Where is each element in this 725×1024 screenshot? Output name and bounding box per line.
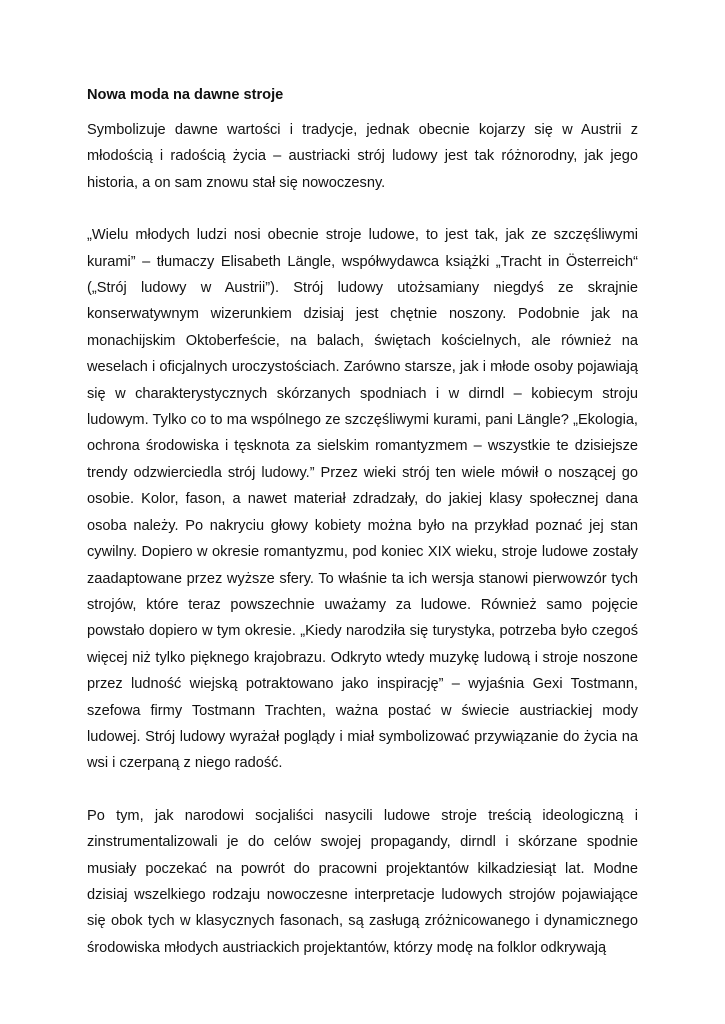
paragraph-history: „Wielu młodych ludzi nosi obecnie stroje ludowe, to jest tak, jak ze szczęśliwymi kurami” – tłumaczy Elisabeth Längle, współwydawca książki „Tracht in Österreich“ („Strój ludowy w Austrii”). Strój ludowy utożsamiany niegdyś ze skrajnie konserwatywnym wizerunkiem dzisiaj jest chętnie noszony. Podobnie jak na monachijskim Oktoberfeście, na balach, świętach kościelnych, ale również na weselach i oficjalnych uroczystościach. Zarówno starsze, jak i młode osoby pojawiają się w charakterystycznych skórzanych spodniach i w dirndl – kobiecym stroju ludowym. Tylko co to ma wspólnego ze szczęśliwymi kurami, pani Längle? „Ekologia, ochrona środowiska i tęsknota za sielskim romantyzmem – wszystkie te dzisiejsze trendy odzwierciedla strój ludowy.” Przez wieki strój ten wiele mówił o noszącej go osobie. Kolor, fason, a nawet materiał zdradzały, do jakiej klasy społecznej dana osoba należy. Po nakryciu głowy kobiety można było na przykład poznać jej stan cywilny. Dopiero w okresie romantyzmu, pod koniec XIX wieku, stroje ludowe zostały zaadaptowane przez wyższe sfery. To właśnie ta ich wersja stanowi pierwowzór tych strojów, które teraz powszechnie uważamy za ludowe. Również samo pojęcie powstało dopiero w tym okresie. „Kiedy narodziła się turystyka, potrzeba było czegoś więcej niż tylko pięknego krajobrazu. Odkryto wtedy muzykę ludową i stroje noszone przez ludność wiejską potraktowano jako inspirację” – wyjaśnia Gexi Tostmann, szefowa firmy Tostmann Trachten, ważna postać w świecie austriackiej mody ludowej. Strój ludowy wyrażał poglądy i miał symbolizować przywiązanie do życia na wsi i czerpaną z niego radość. <box>87 227 638 772</box>
document-title: Nowa moda na dawne stroje <box>87 87 284 103</box>
paragraph-intro: Symbolizuje dawne wartości i tradycje, jednak obecnie kojarzy się w Austrii z młodością i radością życia – austriacki strój ludowy jest tak różnorodny, jak jego historia, a on sam znowu stał się nowoczesny. <box>87 122 638 191</box>
document-page <box>87 85 638 987</box>
paragraph-designers: Po tym, jak narodowi socjaliści nasycili ludowe stroje treścią ideologiczną i zinstrumentalizowali je do celów swojej propagandy, dirndl i skórzane spodnie musiały poczekać na powrót do pracowni projektantów kilkadziesiąt lat. Modne dzisiaj wszelkiego rodzaju nowoczesne interpretacje ludowych strojów pojawiające się obok tych w klasycznych fasonach, są zasługą zróżnicowanego i dynamicznego środowiska młodych austriackich projektantów, którzy modę na folklor odkrywają <box>87 807 638 956</box>
